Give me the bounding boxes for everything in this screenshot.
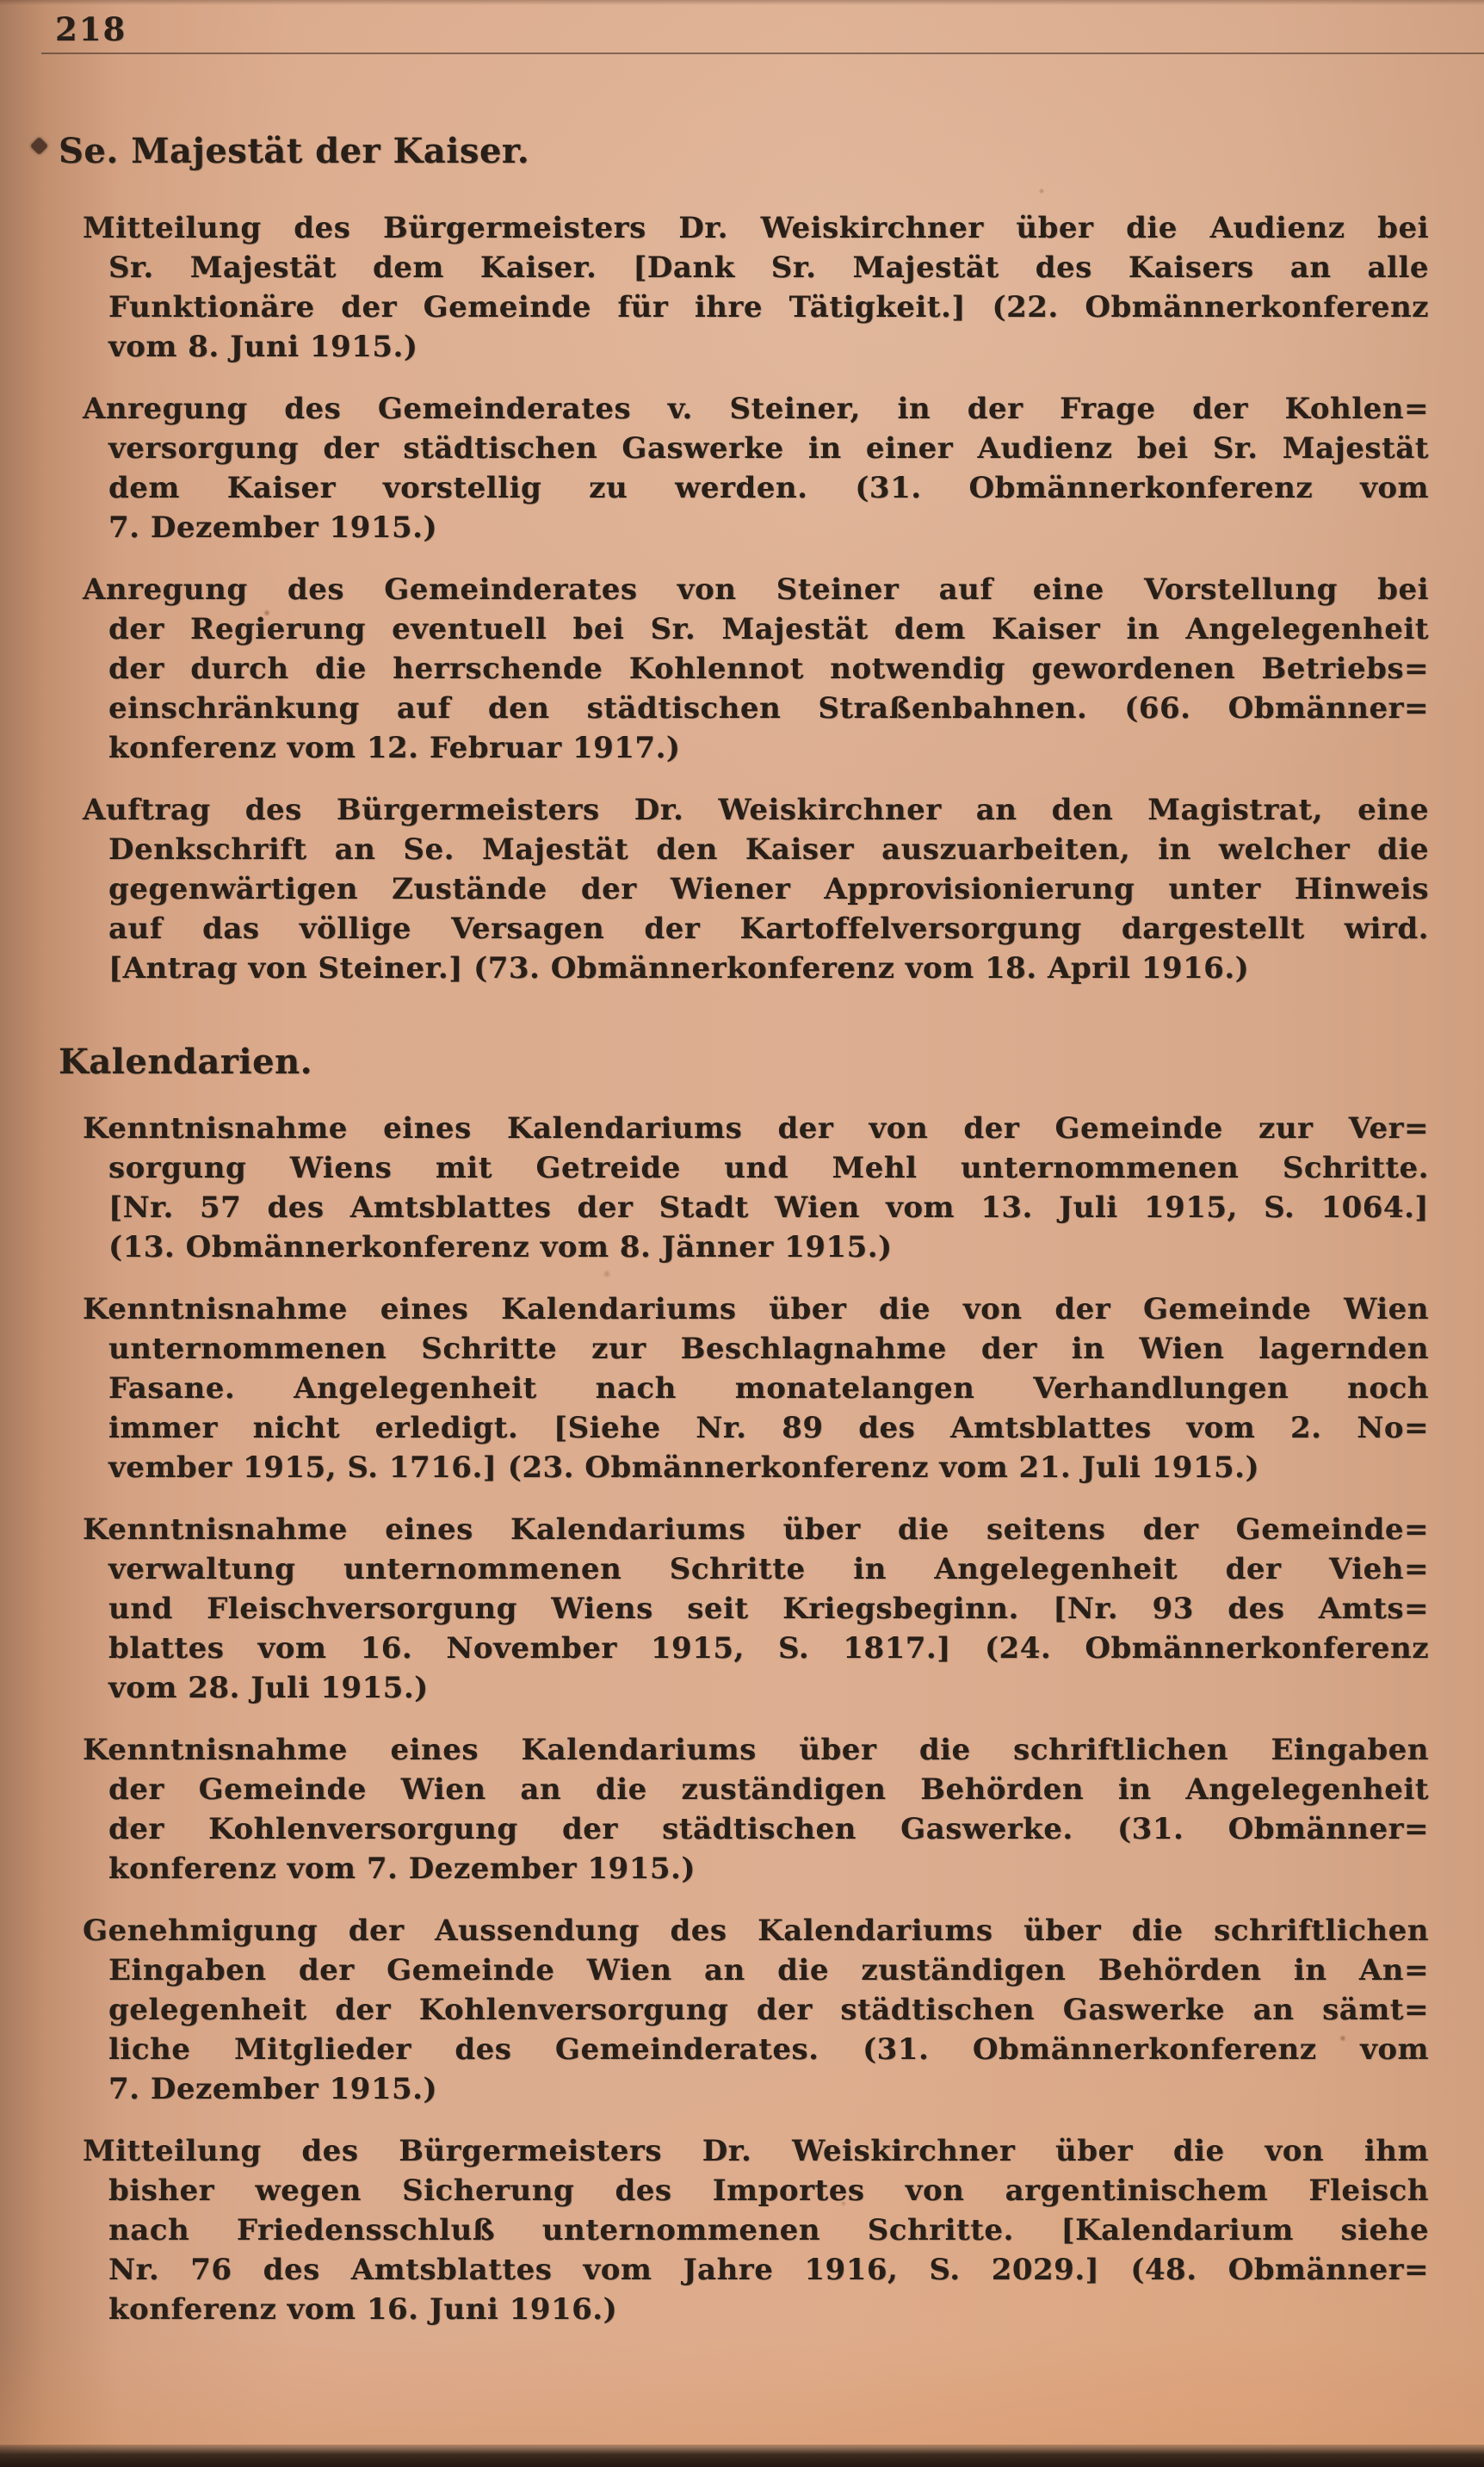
text-line: Eingaben der Gemeinde Wien an die zuständigen Behörden in An= bbox=[108, 1953, 1429, 1988]
text-line: Anregung des Gemeinderates von Steiner auf eine Vorstellung bei bbox=[83, 572, 1429, 607]
page-number: 218 bbox=[55, 10, 127, 48]
text-line: Genehmigung der Aussendung des Kalendariums über die schriftlichen bbox=[83, 1914, 1429, 1948]
paragraph bbox=[83, 208, 1429, 367]
paragraph bbox=[83, 1109, 1429, 1267]
text-line: einschränkung auf den städtischen Straßenbahnen. (66. Obmänner= bbox=[108, 691, 1429, 726]
text-line: Kenntnisnahme eines Kalendariums über die von der Gemeinde Wien bbox=[83, 1292, 1429, 1326]
text-line: [Antrag von Steiner.] (73. Obmännerkonferenz vom 18. April 1916.) bbox=[108, 951, 1250, 986]
text-line: Nr. 76 des Amtsblattes vom Jahre 1916, S. 2029.] (48. Obmänner= bbox=[108, 2253, 1429, 2287]
paragraph bbox=[83, 570, 1429, 768]
text-line: Kenntnisnahme eines Kalendariums der von der Gemeinde zur Ver= bbox=[83, 1111, 1429, 1146]
section-heading-kalendarien: Kalendarien. bbox=[59, 1042, 313, 1082]
text-line: dem Kaiser vorstellig zu werden. (31. Obmännerkonferenz vom bbox=[108, 471, 1429, 505]
text-line: Mitteilung des Bürgermeisters Dr. Weiskirchner über die von ihm bbox=[83, 2134, 1429, 2168]
text-line: Auftrag des Bürgermeisters Dr. Weiskirchner an den Magistrat, eine bbox=[83, 793, 1429, 827]
text-line: 7. Dezember 1915.) bbox=[108, 510, 438, 545]
text-line: Fasane. Angelegenheit nach monatelangen Verhandlungen noch bbox=[108, 1371, 1429, 1406]
text-line: der Gemeinde Wien an die zuständigen Behörden in Angelegenheit bbox=[108, 1772, 1429, 1807]
text-line: Denkschrift an Se. Majestät den Kaiser auszuarbeiten, in welcher die bbox=[108, 832, 1429, 867]
paragraph bbox=[83, 389, 1429, 547]
paragraph bbox=[83, 2131, 1429, 2329]
paragraph bbox=[83, 1289, 1429, 1487]
text-line: Kenntnisnahme eines Kalendariums über die seitens der Gemeinde= bbox=[83, 1512, 1429, 1547]
text-line: gegenwärtigen Zustände der Wiener Approvisionierung unter Hinweis bbox=[108, 872, 1429, 906]
text-line: immer nicht erledigt. [Siehe Nr. 89 des Amtsblattes vom 2. No= bbox=[108, 1411, 1429, 1445]
paragraph bbox=[83, 790, 1429, 988]
text-line: konferenz vom 7. Dezember 1915.) bbox=[108, 1852, 696, 1886]
text-line: Sr. Majestät dem Kaiser. [Dank Sr. Majestät des Kaisers an alle bbox=[108, 250, 1429, 285]
text-line: der Kohlenversorgung der städtischen Gaswerke. (31. Obmänner= bbox=[108, 1812, 1429, 1846]
text-line: Funktionäre der Gemeinde für ihre Tätigkeit.] (22. Obmännerkonferenz bbox=[108, 290, 1429, 325]
section-heading-kaiser: Se. Majestät der Kaiser. bbox=[59, 131, 530, 171]
text-line: und Fleischversorgung Wiens seit Kriegsbeginn. [Nr. 93 des Amts= bbox=[108, 1592, 1429, 1626]
text-line: versorgung der städtischen Gaswerke in einer Audienz bei Sr. Majestät bbox=[108, 431, 1429, 466]
text-line: gelegenheit der Kohlenversorgung der städtischen Gaswerke an sämt= bbox=[108, 1993, 1429, 2027]
text-line: blattes vom 16. November 1915, S. 1817.] (24. Obmännerkonferenz bbox=[108, 1631, 1429, 1666]
text-line: auf das völlige Versagen der Kartoffelversorgung dargestellt wird. bbox=[108, 912, 1429, 946]
text-line: sorgung Wiens mit Getreide und Mehl unternommenen Schritte. bbox=[108, 1151, 1429, 1185]
text-line: vember 1915, S. 1716.] (23. Obmännerkonferenz vom 21. Juli 1915.) bbox=[108, 1450, 1260, 1485]
paragraph bbox=[83, 1730, 1429, 1889]
text-line: (13. Obmännerkonferenz vom 8. Jänner 1915.) bbox=[108, 1230, 893, 1264]
section-kaiser bbox=[0, 129, 1484, 988]
paragraph bbox=[83, 1911, 1429, 2109]
text-line: der Regierung eventuell bei Sr. Majestät dem Kaiser in Angelegenheit bbox=[108, 612, 1429, 646]
text-line: vom 28. Juli 1915.) bbox=[108, 1671, 429, 1705]
text-line: der durch die herrschende Kohlennot notwendig gewordenen Betriebs= bbox=[108, 652, 1429, 686]
text-line: Mitteilung des Bürgermeisters Dr. Weiskirchner über die Audienz bei bbox=[83, 211, 1429, 245]
text-line: [Nr. 57 des Amtsblattes der Stadt Wien vom 13. Juli 1915, S. 1064.] bbox=[108, 1190, 1429, 1225]
text-line: nach Friedensschluß unternommenen Schritte. [Kalendarium siehe bbox=[108, 2213, 1429, 2248]
scan-bottom-glow bbox=[0, 2334, 1484, 2446]
text-line: liche Mitglieder des Gemeinderates. (31. Obmännerkonferenz vom bbox=[108, 2032, 1429, 2067]
text-line: bisher wegen Sicherung des Importes von argentinischem Fleisch bbox=[108, 2173, 1429, 2208]
text-line: Kenntnisnahme eines Kalendariums über die schriftlichen Eingaben bbox=[83, 1733, 1429, 1767]
text-line: konferenz vom 12. Februar 1917.) bbox=[108, 731, 681, 765]
text-line: unternommenen Schritte zur Beschlagnahme der in Wien lagernden bbox=[108, 1332, 1429, 1366]
section-kalendarien bbox=[0, 1040, 1484, 2329]
text-line: vom 8. Juni 1915.) bbox=[108, 330, 418, 364]
scan-edge-bottom bbox=[0, 2445, 1484, 2467]
text-line: konferenz vom 16. Juni 1916.) bbox=[108, 2292, 618, 2327]
text-line: Anregung des Gemeinderates v. Steiner, in der Frage der Kohlen= bbox=[83, 392, 1429, 426]
text-line: 7. Dezember 1915.) bbox=[108, 2072, 438, 2106]
paragraph bbox=[83, 1510, 1429, 1708]
text-line: verwaltung unternommenen Schritte in Angelegenheit der Vieh= bbox=[108, 1552, 1429, 1586]
